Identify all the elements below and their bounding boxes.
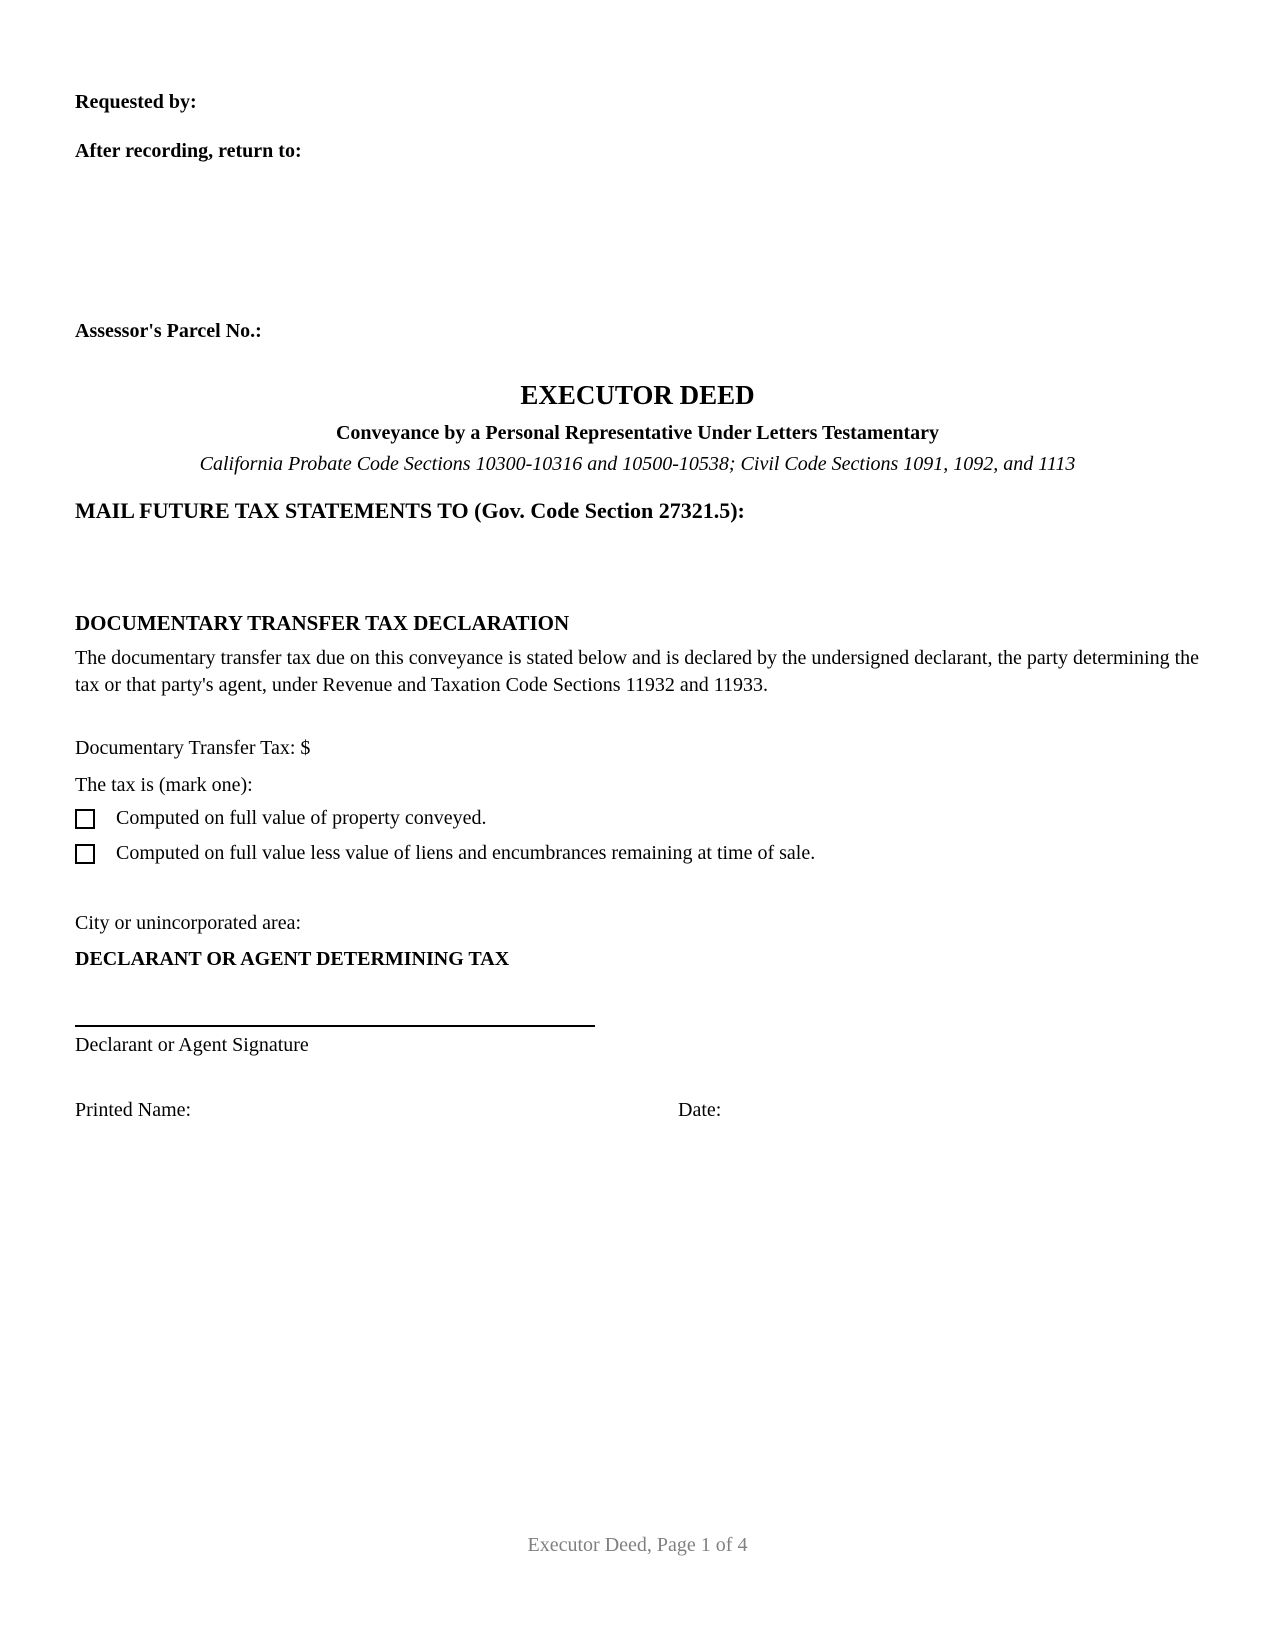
requested-by-label: Requested by: [75,91,197,113]
transfer-tax-declaration-heading: DOCUMENTARY TRANSFER TAX DECLARATION [75,611,570,635]
printed-name-label: Printed Name: [75,1099,192,1121]
city-area-label: City or unincorporated area: [75,912,302,934]
less-liens-option-label: Computed on full value less value of liens and encumbrances remaining at time of sale. [116,842,816,864]
signature-line[interactable] [75,1025,595,1027]
document-subtitle: Conveyance by a Personal Representative Under Letters Testamentary [335,422,940,444]
mark-one-label: The tax is (mark one): [75,774,253,796]
full-value-checkbox[interactable] [75,809,95,829]
parcel-number-label: Assessor's Parcel No.: [75,320,262,342]
statute-citation: California Probate Code Sections 10300-10316 and 10500-10538; Civil Code Sections 1091, 1092, and 1113 [199,453,1076,475]
less-liens-checkbox[interactable] [75,844,95,864]
mail-tax-statements-heading: MAIL FUTURE TAX STATEMENTS TO (Gov. Code Section 27321.5): [75,498,745,523]
tax-option-less-liens[interactable] [75,842,815,865]
signature-caption: Declarant or Agent Signature [75,1034,309,1056]
transfer-tax-amount-label: Documentary Transfer Tax: $ [75,737,311,759]
declarant-heading: DECLARANT OR AGENT DETERMINING TAX [75,948,510,970]
return-to-label: After recording, return to: [75,140,302,162]
date-label: Date: [678,1099,722,1121]
tax-option-full-value[interactable] [75,807,486,830]
page-footer: Executor Deed, Page 1 of 4 [527,1534,748,1556]
document-title: EXECUTOR DEED [520,380,755,410]
transfer-tax-declaration-paragraph: The documentary transfer tax due on this conveyance is stated below and is declared by the undersigned declarant, the party determining the tax or that party's agent, under Revenue and Taxation Code Sections 11932 and 11933. [75,647,1200,696]
full-value-option-label: Computed on full value of property conveyed. [116,807,487,829]
